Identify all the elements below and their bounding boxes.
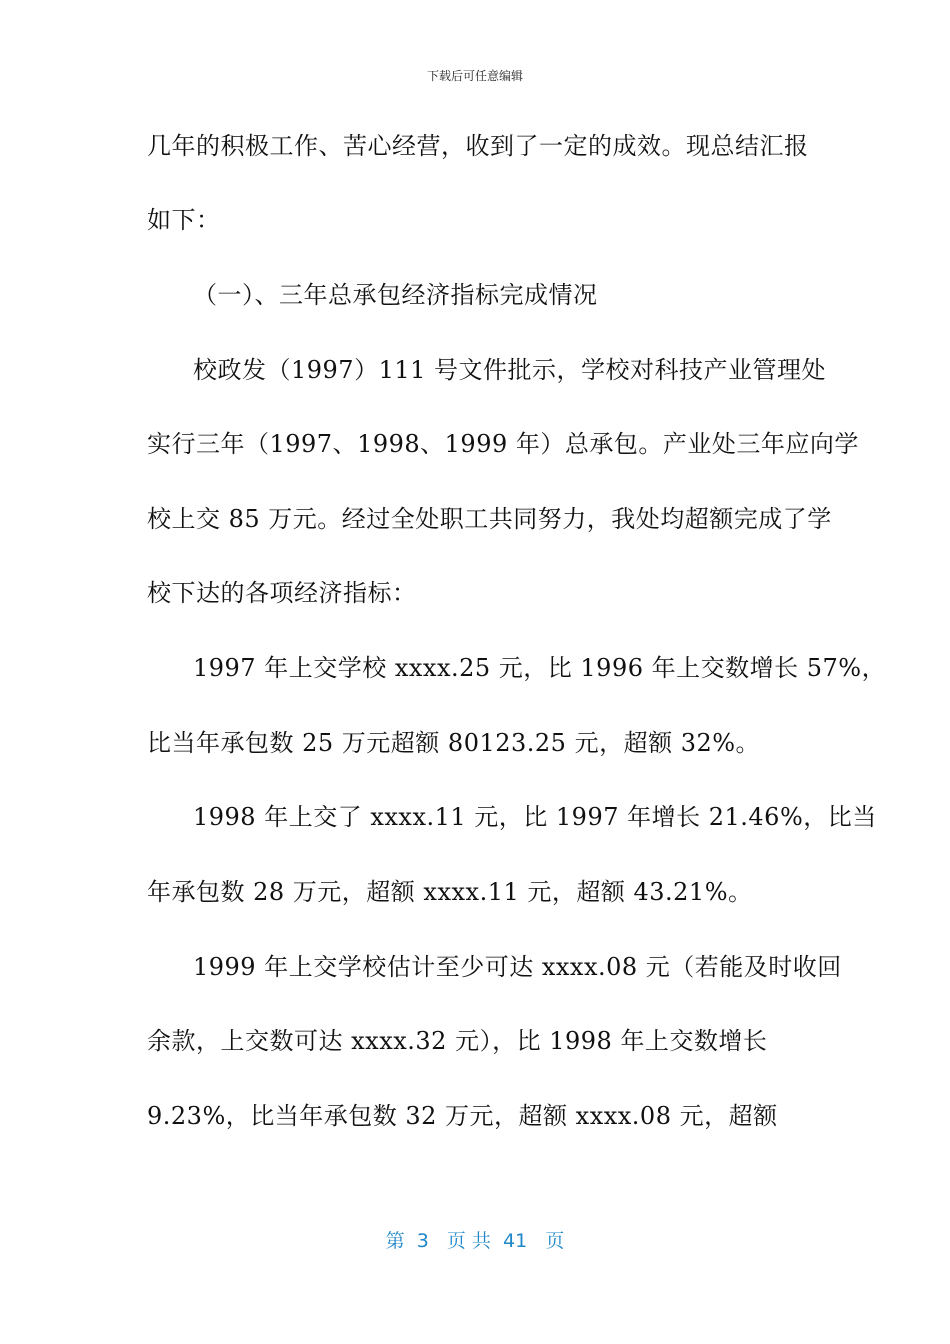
page-number-footer: 第 3 页 共 41 页: [385, 1230, 565, 1252]
body-line: 校上交 85 万元。经过全处职工共同努力，我处均超额完成了学: [147, 505, 832, 533]
body-line: 1999 年上交学校估计至少可达 xxxx.08 元（若能及时收回: [193, 953, 842, 981]
body-line: 如下：: [147, 206, 221, 234]
body-line: 余款，上交数可达 xxxx.32 元），比 1998 年上交数增长: [147, 1027, 768, 1055]
body-line: 实行三年（1997、1998、1999 年）总承包。产业处三年应向学: [147, 430, 859, 458]
body-line: 1997 年上交学校 xxxx.25 元，比 1996 年上交数增长 57%，: [193, 654, 887, 682]
body-line: 1998 年上交了 xxxx.11 元，比 1997 年增长 21.46%，比当: [193, 803, 877, 831]
header-note: 下载后可任意编辑: [426, 69, 523, 83]
section-heading: （一）、三年总承包经济指标完成情况: [193, 281, 598, 309]
body-line: 几年的积极工作、苦心经营，收到了一定的成效。现总结汇报: [147, 132, 809, 160]
body-line: 年承包数 28 万元，超额 xxxx.11 元，超额 43.21%。: [147, 878, 753, 906]
body-line: 9.23%，比当年承包数 32 万元，超额 xxxx.08 元，超额: [147, 1102, 778, 1130]
body-line: 校下达的各项经济指标：: [147, 579, 417, 607]
body-line: 校政发（1997）111 号文件批示，学校对科技产业管理处: [193, 356, 827, 384]
body-line: 比当年承包数 25 万元超额 80123.25 元，超额 32%。: [147, 729, 761, 757]
